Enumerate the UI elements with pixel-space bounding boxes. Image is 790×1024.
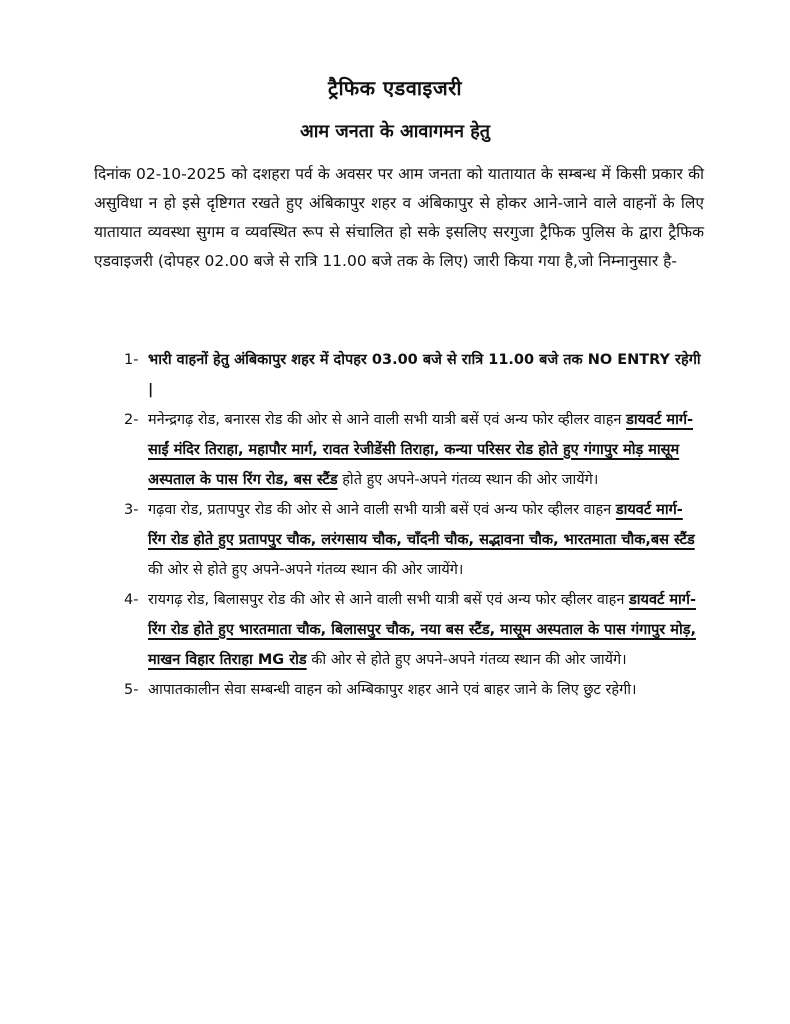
- item-number: 4-: [124, 592, 139, 608]
- list-item: [124, 345, 704, 405]
- diversion-route: डायवर्ट मार्ग- साईं मंदिर तिराहा, महापौर मार्ग, रावत रेजीडेंसी तिराहा, कन्या परिसर रोड होते हुए गंगापुर मोड़ मासूम अस्पताल के पास रिंग रोड, बस स्टैंड: [148, 412, 694, 488]
- intro-paragraph: दिनांक 02-10-2025 को दशहरा पर्व के अवसर पर आम जनता को यातायात के सम्बन्ध में किसी प्रकार की असुविधा न हो इसे दृष्टिगत रखते हुए अंबिकापुर शहर व अंबिकापुर से होकर आने-जाने वाले वाहनों के लिए यातायात व्यवस्था सुगम व व्यवस्थित रूप से संचालित हो सके इसलिए सरगुजा ट्रैफिक पुलिस के द्वारा ट्रैफिक एडवाइजरी (दोपहर 02.00 बजे से रात्रि 11.00 बजे तक के लिए) जारी किया गया है,जो निम्नानुसार है-: [94, 165, 704, 270]
- item-text-bold: भारी वाहनों हेतु अंबिकापुर शहर में दोपहर 03.00 बजे से रात्रि 11.00 बजे तक NO ENTRY रहेगी |: [148, 352, 701, 398]
- item-text-end: की ओर से होते हुए अपने-अपने गंतव्य स्थान की ओर जायेंगे।: [148, 562, 464, 578]
- item-number: 5-: [124, 682, 139, 698]
- advisory-list: [124, 345, 704, 705]
- document-subtitle: आम जनता के आवागमन हेतु: [299, 121, 491, 142]
- diversion-route: डायवर्ट मार्ग- रिंग रोड होते हुए भारतमाता चौक, बिलासपुर चौक, नया बस स्टैंड, मासूम अस्पताल के पास गंगापुर मोड़, माखन विहार तिराहा MG रोड: [148, 592, 696, 668]
- item-text-end: की ओर से होते हुए अपने-अपने गंतव्य स्थान की ओर जायेंगे।: [306, 652, 627, 668]
- document-title: ट्रैफिक एडवाइजरी: [327, 76, 463, 100]
- list-item: [124, 585, 704, 675]
- list-item: [124, 675, 704, 705]
- list-item: [124, 405, 704, 495]
- diversion-route: डायवर्ट मार्ग- रिंग रोड होते हुए प्रतापपुर चौक, लरंगसाय चौक, चाँदनी चौक, सद्भावना चौक, भारतमाता चौक,बस स्टैंड: [148, 502, 695, 548]
- item-text: रायगढ़ रोड, बिलासपुर रोड की ओर से आने वाली सभी यात्री बसें एवं अन्य फोर व्हीलर वाहन: [148, 592, 630, 608]
- item-text-end: होते हुए अपने-अपने गंतव्य स्थान की ओर जायेंगे।: [337, 472, 599, 488]
- list-item: [124, 495, 704, 585]
- item-number: 1-: [124, 352, 139, 368]
- item-text: आपातकालीन सेवा सम्बन्धी वाहन को अम्बिकापुर शहर आने एवं बाहर जाने के लिए छुट रहेगी।: [148, 682, 637, 698]
- item-text: मनेन्द्रगढ़ रोड, बनारस रोड की ओर से आने वाली सभी यात्री बसें एवं अन्य फोर व्हीलर वाहन: [148, 412, 627, 428]
- item-text: गढ़वा रोड, प्रतापपुर रोड की ओर से आने वाली सभी यात्री बसें एवं अन्य फोर व्हीलर वाहन: [148, 502, 616, 518]
- item-number: 3-: [124, 502, 139, 518]
- item-number: 2-: [124, 412, 139, 428]
